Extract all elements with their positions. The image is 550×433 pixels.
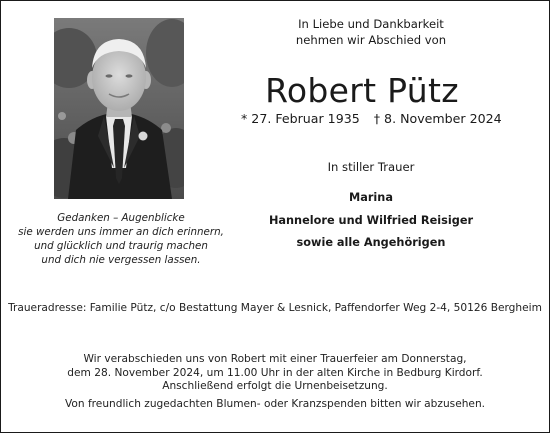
life-dates: [241, 111, 502, 127]
poem: [6, 211, 236, 267]
intro-text: [261, 16, 481, 48]
service-details: [1, 353, 549, 394]
family-member: Hannelore und Wilfried Reisiger: [268, 213, 474, 227]
birth-date: * 27. Februar 1935: [241, 111, 360, 126]
family-names: [231, 187, 511, 255]
deceased-name: Robert Pütz: [265, 71, 459, 110]
poem-line: und dich nie vergessen lassen.: [41, 254, 201, 266]
family-member: sowie alle Angehörigen: [296, 236, 446, 249]
death-date: † 8. November 2024: [373, 111, 502, 126]
poem-line: und glücklich und traurig machen: [34, 240, 208, 252]
poem-line: Gedanken – Augenblicke: [57, 212, 185, 224]
service-line: Wir verabschieden uns von Robert mit einer Trauerfeier am Donnerstag,: [83, 353, 467, 365]
mourning-address: Traueradresse: Familie Pütz, c/o Bestattung Mayer & Lesnick, Paffendorfer Weg 2-4, 50126 Bergheim: [8, 302, 542, 314]
portrait-photo: [54, 18, 184, 199]
intro-line: In Liebe und Dankbarkeit: [298, 17, 444, 31]
flowers-note: Von freundlich zugedachten Blumen- oder Kranzspenden bitten wir abzusehen.: [64, 398, 486, 410]
poem-line: sie werden uns immer an dich erinnern,: [18, 226, 224, 238]
family-member: Marina: [349, 191, 393, 204]
service-line: dem 28. November 2024, um 11.00 Uhr in der alten Kirche in Bedburg Kirdorf.: [67, 366, 483, 379]
mourning-phrase: In stiller Trauer: [327, 160, 415, 174]
intro-line: nehmen wir Abschied von: [295, 33, 447, 47]
service-line: Anschließend erfolgt die Urnenbeisetzung.: [162, 380, 388, 392]
